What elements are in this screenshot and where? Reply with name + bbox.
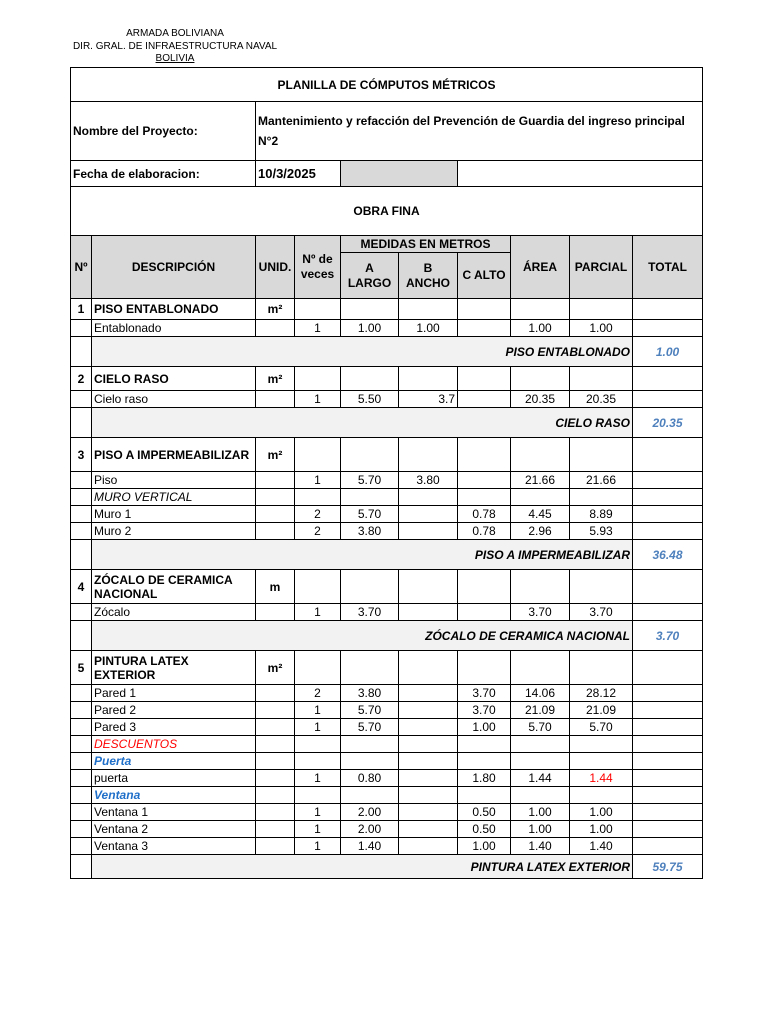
row-total <box>633 489 703 506</box>
row-total <box>633 604 703 621</box>
row-description: Pared 1 <box>92 685 256 702</box>
row-partial <box>570 753 633 770</box>
row-times: 1 <box>295 702 341 719</box>
empty-cell <box>295 299 341 320</box>
empty-cell <box>295 570 341 604</box>
empty-cell <box>295 651 341 685</box>
row-unit <box>256 804 295 821</box>
date-value: 10/3/2025 <box>256 161 341 187</box>
row-total <box>633 753 703 770</box>
row-number <box>71 787 92 804</box>
row-description: puerta <box>92 770 256 787</box>
col-times: Nº de veces <box>295 236 341 299</box>
empty-cell <box>570 299 633 320</box>
row-a-largo <box>341 753 399 770</box>
row-area: 4.45 <box>511 506 570 523</box>
row-times: 2 <box>295 685 341 702</box>
row-number <box>71 719 92 736</box>
item-unit: m² <box>256 299 295 320</box>
row-total <box>633 523 703 540</box>
empty-cell <box>399 438 458 472</box>
row-c-alto <box>458 489 511 506</box>
row-number <box>71 821 92 838</box>
empty-cell <box>570 367 633 391</box>
row-a-largo: 5.70 <box>341 702 399 719</box>
row-total <box>633 770 703 787</box>
row-total <box>633 821 703 838</box>
computos-table <box>70 67 703 879</box>
subtotal-label: ZÓCALO DE CERAMICA NACIONAL <box>92 621 633 651</box>
row-b-ancho <box>399 804 458 821</box>
row-partial: 1.40 <box>570 838 633 855</box>
empty-cell <box>341 367 399 391</box>
empty-cell <box>341 438 399 472</box>
subtotal-row <box>71 540 703 570</box>
subtotal-row <box>71 408 703 438</box>
col-area: ÁREA <box>511 236 570 299</box>
row-a-largo <box>341 489 399 506</box>
row-times: 1 <box>295 320 341 337</box>
section-title: OBRA FINA <box>71 187 703 236</box>
row-number <box>71 489 92 506</box>
row-area: 1.00 <box>511 804 570 821</box>
item-unit: m² <box>256 438 295 472</box>
table-row <box>71 702 703 719</box>
row-unit <box>256 489 295 506</box>
org-country: BOLIVIA <box>155 53 195 64</box>
date-row <box>71 161 703 187</box>
row-unit <box>256 753 295 770</box>
row-c-alto: 0.50 <box>458 821 511 838</box>
title-row <box>71 68 703 102</box>
project-row <box>71 102 703 161</box>
subtotal-row <box>71 855 703 879</box>
row-a-largo: 5.50 <box>341 391 399 408</box>
row-c-alto <box>458 391 511 408</box>
row-description: Muro 1 <box>92 506 256 523</box>
row-total <box>633 838 703 855</box>
row-partial: 1.44 <box>570 770 633 787</box>
row-c-alto: 0.50 <box>458 804 511 821</box>
empty-cell <box>341 651 399 685</box>
subtotal-value: 59.75 <box>633 855 703 879</box>
org-name: ARMADA BOLIVIANA <box>126 28 224 39</box>
empty-cell <box>633 570 703 604</box>
row-unit <box>256 736 295 753</box>
row-unit <box>256 702 295 719</box>
subtotal-value: 20.35 <box>633 408 703 438</box>
row-area: 21.09 <box>511 702 570 719</box>
col-unit: UNID. <box>256 236 295 299</box>
row-number <box>71 736 92 753</box>
col-measures: MEDIDAS EN METROS <box>341 236 511 253</box>
row-b-ancho <box>399 753 458 770</box>
row-b-ancho <box>399 838 458 855</box>
row-number <box>71 770 92 787</box>
row-area: 14.06 <box>511 685 570 702</box>
row-total <box>633 804 703 821</box>
row-description: Pared 2 <box>92 702 256 719</box>
row-a-largo: 5.70 <box>341 506 399 523</box>
row-number <box>71 702 92 719</box>
row-partial <box>570 787 633 804</box>
row-total <box>633 506 703 523</box>
date-empty <box>458 161 703 187</box>
item-unit: m² <box>256 367 295 391</box>
row-times: 1 <box>295 472 341 489</box>
row-c-alto: 1.00 <box>458 719 511 736</box>
row-number <box>71 472 92 489</box>
date-label: Fecha de elaboracion: <box>71 161 256 187</box>
row-times: 1 <box>295 391 341 408</box>
row-number <box>71 753 92 770</box>
row-partial: 21.09 <box>570 702 633 719</box>
row-times <box>295 787 341 804</box>
table-row <box>71 753 703 770</box>
row-total <box>633 685 703 702</box>
project-name: Mantenimiento y refacción del Prevención de Guardia del ingreso principal N°2 <box>256 102 703 161</box>
subtotal-spacer <box>71 337 92 367</box>
subtotal-value: 1.00 <box>633 337 703 367</box>
sheet-title: PLANILLA DE CÓMPUTOS MÉTRICOS <box>71 68 703 102</box>
date-spacer <box>341 161 458 187</box>
row-b-ancho <box>399 523 458 540</box>
table-row <box>71 604 703 621</box>
row-unit <box>256 472 295 489</box>
item-number: 1 <box>71 299 92 320</box>
row-b-ancho: 1.00 <box>399 320 458 337</box>
item-number: 4 <box>71 570 92 604</box>
row-a-largo: 2.00 <box>341 804 399 821</box>
row-a-largo: 3.70 <box>341 604 399 621</box>
row-a-largo: 1.40 <box>341 838 399 855</box>
row-c-alto <box>458 787 511 804</box>
row-b-ancho: 3.80 <box>399 472 458 489</box>
row-partial: 3.70 <box>570 604 633 621</box>
row-b-ancho <box>399 506 458 523</box>
row-description: MURO VERTICAL <box>92 489 256 506</box>
row-b-ancho <box>399 685 458 702</box>
col-partial: PARCIAL <box>570 236 633 299</box>
row-partial: 5.93 <box>570 523 633 540</box>
row-unit <box>256 821 295 838</box>
row-b-ancho <box>399 787 458 804</box>
row-area: 2.96 <box>511 523 570 540</box>
empty-cell <box>633 438 703 472</box>
subtotal-value: 36.48 <box>633 540 703 570</box>
row-partial: 1.00 <box>570 804 633 821</box>
empty-cell <box>570 438 633 472</box>
item-name: PISO ENTABLONADO <box>92 299 256 320</box>
row-unit <box>256 787 295 804</box>
row-number <box>71 838 92 855</box>
row-b-ancho: 3.7 <box>399 391 458 408</box>
row-b-ancho <box>399 736 458 753</box>
row-partial: 21.66 <box>570 472 633 489</box>
row-a-largo: 5.70 <box>341 719 399 736</box>
row-area: 1.00 <box>511 320 570 337</box>
empty-cell <box>458 651 511 685</box>
row-c-alto: 1.80 <box>458 770 511 787</box>
row-times: 1 <box>295 604 341 621</box>
row-area: 1.44 <box>511 770 570 787</box>
row-a-largo <box>341 736 399 753</box>
section-row <box>71 187 703 236</box>
table-row <box>71 787 703 804</box>
row-c-alto <box>458 753 511 770</box>
row-description: Zócalo <box>92 604 256 621</box>
row-number <box>71 506 92 523</box>
col-a: A LARGO <box>341 253 399 299</box>
empty-cell <box>399 651 458 685</box>
table-row <box>71 391 703 408</box>
row-total <box>633 702 703 719</box>
row-unit <box>256 506 295 523</box>
row-times: 2 <box>295 523 341 540</box>
row-unit <box>256 719 295 736</box>
row-times: 1 <box>295 770 341 787</box>
item-name: CIELO RASO <box>92 367 256 391</box>
row-b-ancho <box>399 821 458 838</box>
row-description: Ventana 3 <box>92 838 256 855</box>
row-number <box>71 604 92 621</box>
row-total <box>633 320 703 337</box>
table-row <box>71 821 703 838</box>
item-name: ZÓCALO DE CERAMICA NACIONAL <box>92 570 256 604</box>
empty-cell <box>570 570 633 604</box>
empty-cell <box>458 570 511 604</box>
subtotal-spacer <box>71 621 92 651</box>
table-row <box>71 719 703 736</box>
subtotal-label: PINTURA LATEX EXTERIOR <box>92 855 633 879</box>
empty-cell <box>511 367 570 391</box>
row-partial: 28.12 <box>570 685 633 702</box>
empty-cell <box>341 570 399 604</box>
empty-cell <box>295 367 341 391</box>
empty-cell <box>399 367 458 391</box>
empty-cell <box>511 438 570 472</box>
row-partial <box>570 736 633 753</box>
row-number <box>71 685 92 702</box>
col-desc: DESCRIPCIÓN <box>92 236 256 299</box>
col-b: B ANCHO <box>399 253 458 299</box>
row-times: 1 <box>295 838 341 855</box>
row-number <box>71 804 92 821</box>
row-c-alto <box>458 604 511 621</box>
subtotal-spacer <box>71 408 92 438</box>
row-b-ancho <box>399 489 458 506</box>
table-row <box>71 804 703 821</box>
row-b-ancho <box>399 770 458 787</box>
row-c-alto <box>458 320 511 337</box>
row-area <box>511 753 570 770</box>
table-row <box>71 506 703 523</box>
row-description: Pared 3 <box>92 719 256 736</box>
row-times: 1 <box>295 719 341 736</box>
item-header-row <box>71 299 703 320</box>
row-a-largo: 3.80 <box>341 685 399 702</box>
subtotal-label: PISO A IMPERMEABILIZAR <box>92 540 633 570</box>
row-a-largo: 3.80 <box>341 523 399 540</box>
empty-cell <box>511 299 570 320</box>
row-c-alto <box>458 472 511 489</box>
row-number <box>71 320 92 337</box>
row-area: 1.40 <box>511 838 570 855</box>
row-area: 20.35 <box>511 391 570 408</box>
row-unit <box>256 838 295 855</box>
row-total <box>633 787 703 804</box>
row-b-ancho <box>399 702 458 719</box>
row-a-largo: 1.00 <box>341 320 399 337</box>
table-row <box>71 685 703 702</box>
item-header-row <box>71 438 703 472</box>
row-partial: 1.00 <box>570 320 633 337</box>
empty-cell <box>511 651 570 685</box>
subtotal-row <box>71 337 703 367</box>
table-row <box>71 736 703 753</box>
empty-cell <box>458 299 511 320</box>
row-total <box>633 719 703 736</box>
table-row <box>71 770 703 787</box>
row-area: 3.70 <box>511 604 570 621</box>
row-unit <box>256 320 295 337</box>
table-row <box>71 838 703 855</box>
row-unit <box>256 685 295 702</box>
empty-cell <box>633 651 703 685</box>
row-c-alto: 3.70 <box>458 702 511 719</box>
empty-cell <box>399 299 458 320</box>
col-total: TOTAL <box>633 236 703 299</box>
row-c-alto: 0.78 <box>458 506 511 523</box>
row-unit <box>256 391 295 408</box>
row-area: 1.00 <box>511 821 570 838</box>
col-num: Nº <box>71 236 92 299</box>
table-row <box>71 523 703 540</box>
row-a-largo: 5.70 <box>341 472 399 489</box>
empty-cell <box>341 299 399 320</box>
row-description: Cielo raso <box>92 391 256 408</box>
empty-cell <box>458 438 511 472</box>
row-area: 5.70 <box>511 719 570 736</box>
row-description: Muro 2 <box>92 523 256 540</box>
empty-cell <box>295 438 341 472</box>
item-number: 2 <box>71 367 92 391</box>
table-row <box>71 489 703 506</box>
row-partial: 5.70 <box>570 719 633 736</box>
row-description: Piso <box>92 472 256 489</box>
row-description: Puerta <box>92 753 256 770</box>
organization-header <box>60 28 290 66</box>
item-header-row <box>71 367 703 391</box>
empty-cell <box>511 570 570 604</box>
row-description: Ventana <box>92 787 256 804</box>
col-c: C ALTO <box>458 253 511 299</box>
row-area <box>511 489 570 506</box>
row-times: 1 <box>295 821 341 838</box>
row-total <box>633 736 703 753</box>
item-number: 5 <box>71 651 92 685</box>
row-times <box>295 736 341 753</box>
row-description: Ventana 2 <box>92 821 256 838</box>
item-header-row <box>71 570 703 604</box>
empty-cell <box>633 299 703 320</box>
row-times: 1 <box>295 804 341 821</box>
table-row <box>71 320 703 337</box>
item-header-row <box>71 651 703 685</box>
row-number <box>71 391 92 408</box>
row-b-ancho <box>399 719 458 736</box>
row-a-largo: 0.80 <box>341 770 399 787</box>
row-area <box>511 787 570 804</box>
row-description: Ventana 1 <box>92 804 256 821</box>
row-times: 2 <box>295 506 341 523</box>
row-unit <box>256 604 295 621</box>
row-c-alto: 0.78 <box>458 523 511 540</box>
item-name: PISO A IMPERMEABILIZAR <box>92 438 256 472</box>
item-unit: m² <box>256 651 295 685</box>
row-area: 21.66 <box>511 472 570 489</box>
row-c-alto: 3.70 <box>458 685 511 702</box>
subtotal-spacer <box>71 540 92 570</box>
row-unit <box>256 770 295 787</box>
column-header-row-1 <box>71 236 703 253</box>
table-row <box>71 472 703 489</box>
row-total <box>633 391 703 408</box>
row-partial <box>570 489 633 506</box>
item-name: PINTURA LATEX EXTERIOR <box>92 651 256 685</box>
row-unit <box>256 523 295 540</box>
row-times <box>295 489 341 506</box>
empty-cell <box>570 651 633 685</box>
subtotal-row <box>71 621 703 651</box>
row-description: DESCUENTOS <box>92 736 256 753</box>
item-number: 3 <box>71 438 92 472</box>
subtotal-label: CIELO RASO <box>92 408 633 438</box>
row-total <box>633 472 703 489</box>
org-division: DIR. GRAL. DE INFRAESTRUCTURA NAVAL <box>72 40 278 52</box>
row-a-largo <box>341 787 399 804</box>
empty-cell <box>633 367 703 391</box>
row-b-ancho <box>399 604 458 621</box>
row-a-largo: 2.00 <box>341 821 399 838</box>
row-partial: 8.89 <box>570 506 633 523</box>
subtotal-label: PISO ENTABLONADO <box>92 337 633 367</box>
row-area <box>511 736 570 753</box>
row-partial: 1.00 <box>570 821 633 838</box>
row-number <box>71 523 92 540</box>
subtotal-value: 3.70 <box>633 621 703 651</box>
empty-cell <box>458 367 511 391</box>
subtotal-spacer <box>71 855 92 879</box>
row-c-alto <box>458 736 511 753</box>
project-label: Nombre del Proyecto: <box>71 102 256 161</box>
row-c-alto: 1.00 <box>458 838 511 855</box>
item-unit: m <box>256 570 295 604</box>
row-description: Entablonado <box>92 320 256 337</box>
empty-cell <box>399 570 458 604</box>
row-partial: 20.35 <box>570 391 633 408</box>
row-times <box>295 753 341 770</box>
